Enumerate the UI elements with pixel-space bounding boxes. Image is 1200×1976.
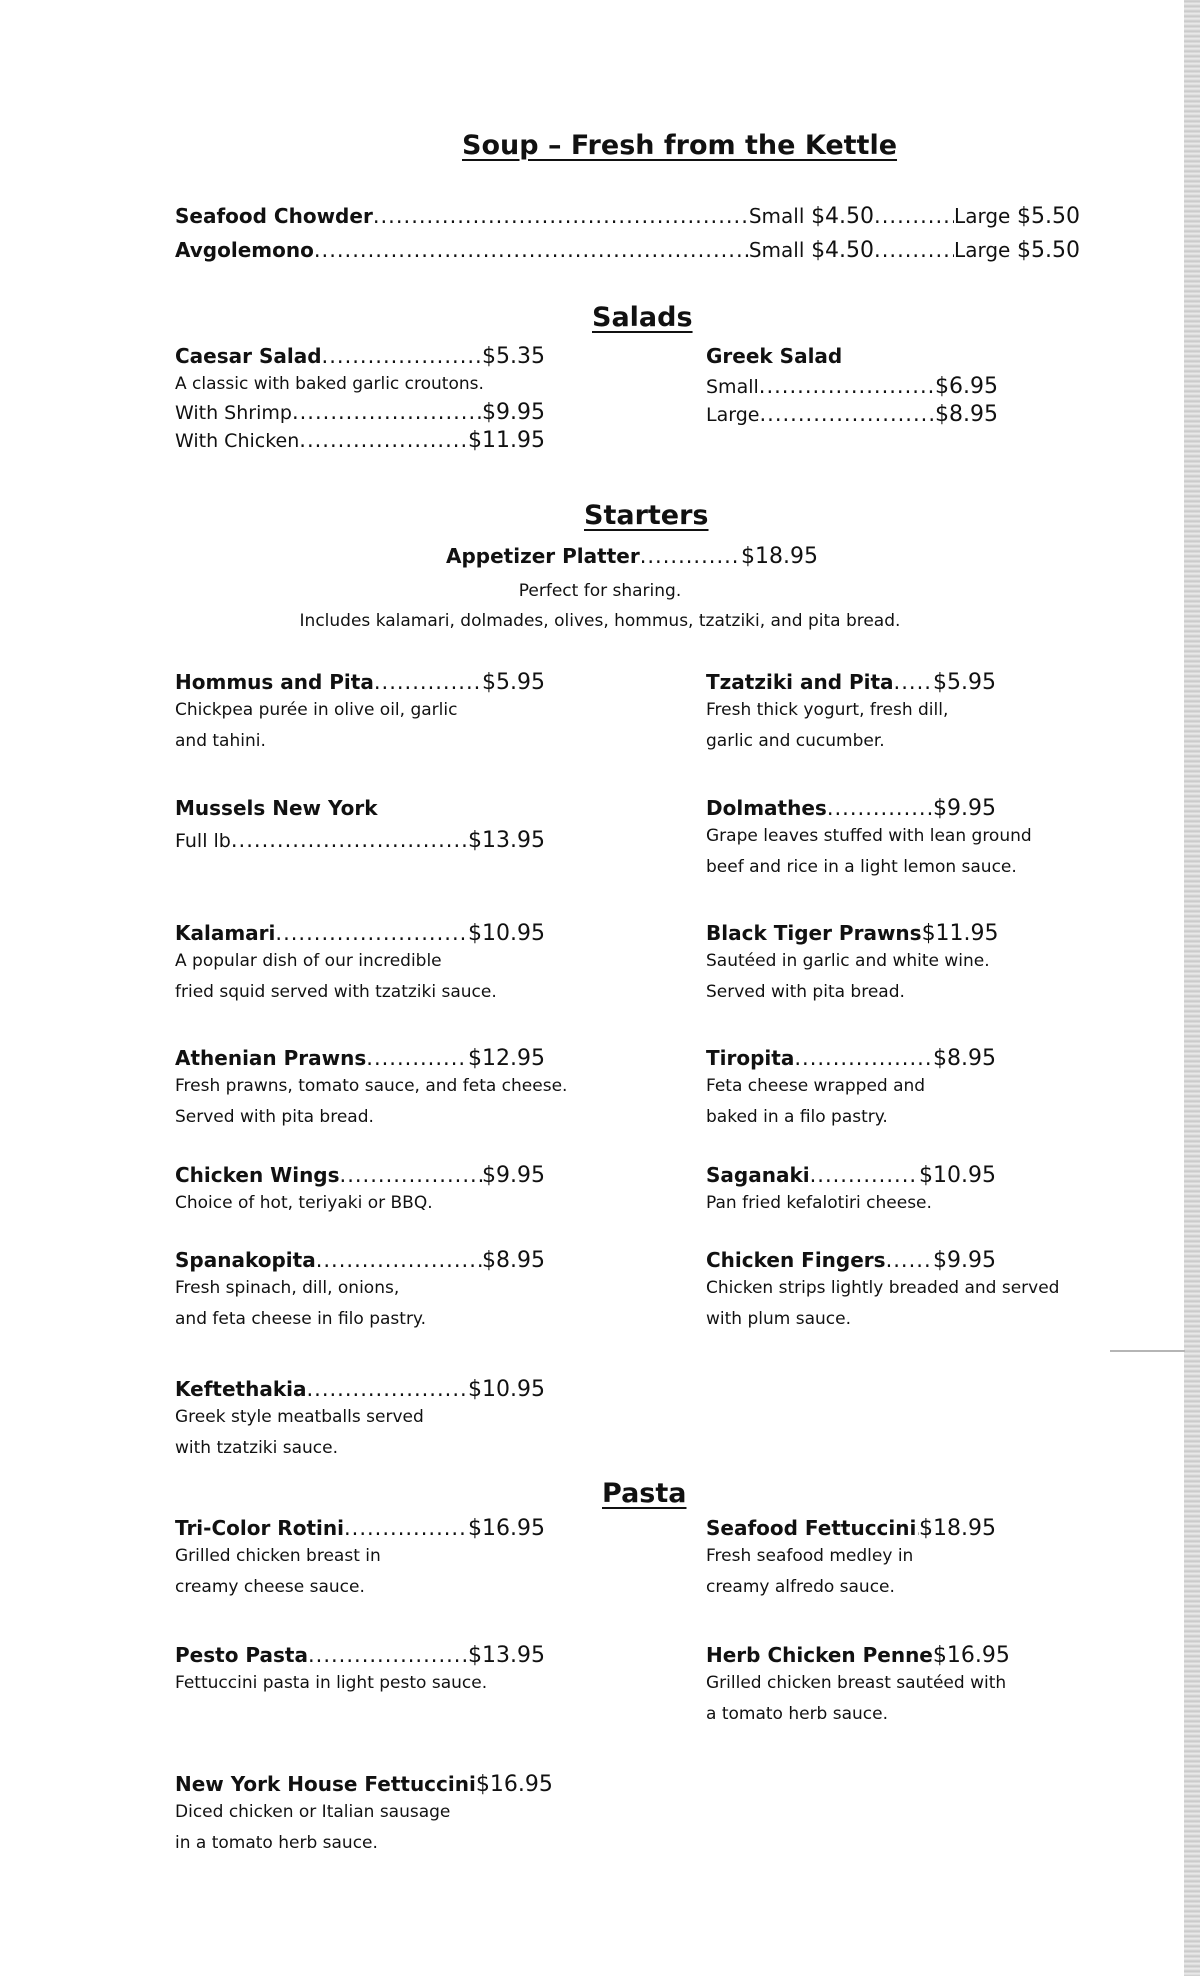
item-description: Grape leaves stuffed with lean ground (706, 826, 1032, 846)
item-name: Kalamari (175, 921, 276, 945)
item-portion: Full lb (175, 830, 231, 852)
menu-item (706, 1046, 996, 1133)
item-name: Keftethakia (175, 1377, 307, 1401)
leader-dots (366, 1046, 468, 1070)
item-price: $11.95 (921, 921, 999, 946)
item-price: $5.35 (482, 344, 545, 369)
item-description: Fettuccini pasta in light pesto sauce. (175, 1673, 488, 1693)
option-label: With Chicken (175, 430, 300, 452)
item-name: Chicken Fingers (706, 1248, 886, 1272)
menu-item (175, 670, 545, 757)
leader-dots (640, 544, 741, 568)
item-name: Tri-Color Rotini (175, 1516, 344, 1540)
item-price: $9.95 (482, 1163, 545, 1188)
item-description: Chickpea purée in olive oil, garlic (175, 700, 458, 720)
greek-salad (706, 344, 998, 427)
leader-dots (810, 1163, 919, 1187)
item-price: $18.95 (741, 544, 818, 569)
item-description: Fresh spinach, dill, onions, (175, 1278, 400, 1298)
menu-item (175, 921, 545, 1008)
size-label: Large (954, 238, 1011, 262)
item-description: creamy cheese sauce. (175, 1577, 365, 1597)
size-label: Small (748, 204, 805, 228)
item-description: Fresh prawns, tomato sauce, and feta cheese. (175, 1076, 568, 1096)
item-price: $4.50 (811, 204, 875, 229)
item-description: creamy alfredo sauce. (706, 1577, 895, 1597)
item-name: Chicken Wings (175, 1163, 340, 1187)
menu-item (706, 670, 996, 757)
salads-heading: Salads (592, 302, 693, 333)
item-description: baked in a filo pastry. (706, 1107, 888, 1127)
item-description: Fresh thick yogurt, fresh dill, (706, 700, 949, 720)
scan-mark (1110, 1350, 1185, 1352)
item-name: Athenian Prawns (175, 1046, 367, 1070)
leader-dots (759, 402, 935, 426)
leader-dots (759, 374, 935, 398)
leader-dots (316, 1248, 482, 1272)
menu-item (706, 796, 1032, 883)
item-price: $5.95 (482, 670, 545, 695)
item-name: Black Tiger Prawns (706, 921, 922, 945)
item-name: Mussels New York (175, 796, 378, 820)
soup-item-seafood-chowder (175, 204, 1080, 229)
leader-dots (308, 1643, 468, 1667)
item-name: Greek Salad (706, 344, 843, 368)
menu-item (706, 1163, 996, 1219)
item-description: Grilled chicken breast sautéed with (706, 1673, 1007, 1693)
item-description: Diced chicken or Italian sausage (175, 1802, 451, 1822)
item-name: Saganaki (706, 1163, 810, 1187)
menu-item (706, 1248, 1060, 1335)
menu-item (175, 1772, 553, 1859)
item-price: $18.95 (919, 1516, 996, 1541)
menu-item (706, 1516, 996, 1603)
item-price: $9.95 (482, 400, 545, 425)
item-description: Chicken strips lightly breaded and served (706, 1278, 1060, 1298)
leader-dots (874, 238, 954, 262)
leader-dots (374, 670, 482, 694)
item-description: with plum sauce. (706, 1309, 851, 1329)
item-description: Served with pita bread. (706, 982, 905, 1002)
leader-dots (874, 204, 954, 228)
item-name: Seafood Chowder (175, 204, 373, 228)
item-name: Caesar Salad (175, 344, 322, 368)
soup-item-avgolemono (175, 238, 1080, 263)
menu-item (175, 1163, 545, 1219)
item-name: Pesto Pasta (175, 1643, 308, 1667)
item-name: Avgolemono (175, 238, 314, 262)
item-name: Tiropita (706, 1046, 795, 1070)
item-description: Feta cheese wrapped and (706, 1076, 926, 1096)
leader-dots (794, 1046, 933, 1070)
item-price: $10.95 (468, 1377, 545, 1402)
leader-dots (373, 204, 749, 228)
menu-item (175, 1643, 545, 1699)
item-description: garlic and cucumber. (706, 731, 885, 751)
leader-dots (886, 1248, 933, 1272)
appetizer-platter (446, 544, 818, 569)
item-description: a tomato herb sauce. (706, 1704, 889, 1724)
item-name: Herb Chicken Penne (706, 1643, 933, 1667)
menu-item (706, 921, 999, 1008)
leader-dots (292, 400, 482, 424)
item-name: Dolmathes (706, 796, 827, 820)
item-description: Grilled chicken breast in (175, 1546, 381, 1566)
option-label: With Shrimp (175, 402, 292, 424)
option-label: Large (706, 404, 760, 426)
leader-dots (340, 1163, 482, 1187)
starters-heading: Starters (584, 500, 709, 531)
item-price: $9.95 (933, 1248, 996, 1273)
item-price: $8.95 (933, 1046, 996, 1071)
item-price: $6.95 (935, 374, 998, 399)
item-price: $5.50 (1017, 238, 1080, 263)
item-price: $16.95 (475, 1772, 553, 1797)
leader-dots (344, 1516, 468, 1540)
page-edge-decoration (1184, 0, 1200, 1976)
size-label: Small (748, 238, 805, 262)
item-price: $11.95 (468, 428, 545, 453)
option-label: Small (706, 376, 759, 398)
item-name: Hommus and Pita (175, 670, 374, 694)
item-price: $10.95 (919, 1163, 996, 1188)
item-price: $13.95 (468, 828, 545, 853)
item-price: $16.95 (468, 1516, 545, 1541)
menu-item (175, 1377, 545, 1464)
menu-item (175, 1046, 568, 1133)
item-description: Greek style meatballs served (175, 1407, 424, 1427)
platter-includes: Includes kalamari, dolmades, olives, hommus, tzatziki, and pita bread. (299, 611, 901, 631)
item-price: $4.50 (811, 238, 875, 263)
item-price: $10.95 (468, 921, 545, 946)
leader-dots (306, 1377, 468, 1401)
item-description: beef and rice in a light lemon sauce. (706, 857, 1017, 877)
item-price: $5.50 (1017, 204, 1080, 229)
item-name: Seafood Fettuccini (706, 1516, 917, 1540)
item-description: with tzatziki sauce. (175, 1438, 339, 1458)
leader-dots (894, 670, 933, 694)
leader-dots (827, 796, 933, 820)
menu-item (706, 1643, 1010, 1730)
item-description: Fresh seafood medley in (706, 1546, 914, 1566)
size-label: Large (954, 204, 1011, 228)
leader-dots (231, 828, 468, 852)
item-name: New York House Fettuccini (175, 1772, 476, 1796)
soup-heading: Soup – Fresh from the Kettle (462, 130, 898, 161)
menu-item (175, 796, 545, 853)
item-price: $16.95 (932, 1643, 1010, 1668)
leader-dots (322, 344, 482, 368)
item-description: A classic with baked garlic croutons. (175, 374, 484, 394)
platter-description: Perfect for sharing. (518, 581, 682, 601)
item-price: $13.95 (468, 1643, 545, 1668)
item-description: Pan fried kefalotiri cheese. (706, 1193, 932, 1213)
item-price: $8.95 (482, 1248, 545, 1273)
item-price: $8.95 (935, 402, 998, 427)
item-description: and tahini. (175, 731, 266, 751)
item-description: Sautéed in garlic and white wine. (706, 951, 990, 971)
item-name: Appetizer Platter (446, 544, 640, 568)
item-description: in a tomato herb sauce. (175, 1833, 378, 1853)
leader-dots (275, 921, 468, 945)
item-description: Served with pita bread. (175, 1107, 374, 1127)
menu-item (175, 1248, 545, 1335)
item-name: Spanakopita (175, 1248, 316, 1272)
item-price: $5.95 (933, 670, 996, 695)
item-description: and feta cheese in filo pastry. (175, 1309, 426, 1329)
leader-dots (299, 428, 468, 452)
item-name: Tzatziki and Pita (706, 670, 894, 694)
item-price: $9.95 (933, 796, 996, 821)
item-description: fried squid served with tzatziki sauce. (175, 982, 497, 1002)
item-price: $12.95 (468, 1046, 545, 1071)
item-description: Choice of hot, teriyaki or BBQ. (175, 1193, 433, 1213)
pasta-heading: Pasta (602, 1478, 687, 1509)
item-description: A popular dish of our incredible (175, 951, 442, 971)
leader-dots (314, 238, 749, 262)
menu-item (175, 1516, 545, 1603)
caesar-salad (175, 344, 545, 453)
